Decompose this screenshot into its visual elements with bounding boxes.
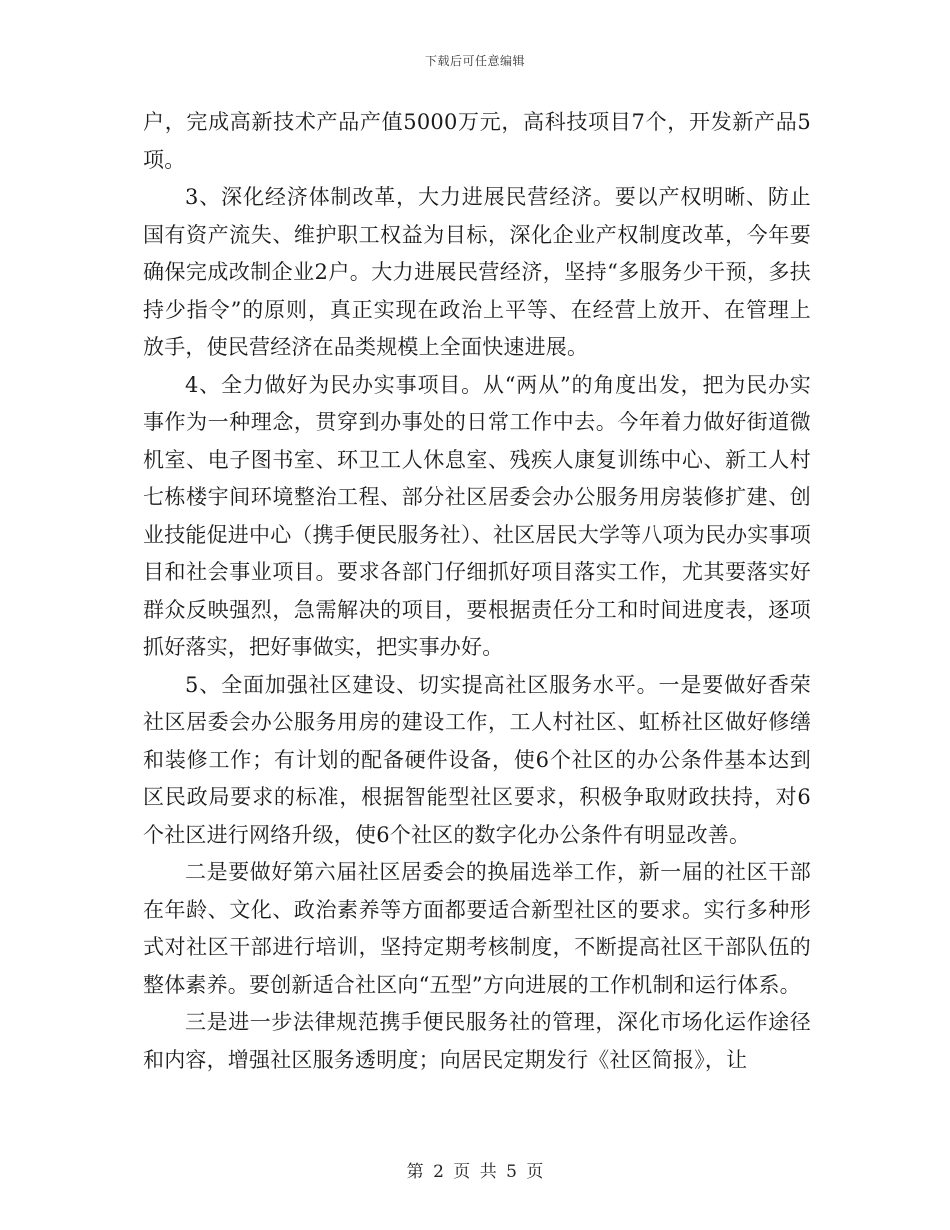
document-body <box>143 104 811 1079</box>
paragraph-4: 5、全面加强社区建设、切实提高社区服务水平。一是要做好香荣社区居委会办公服务用房的建设工作，工人村社区、虹桥社区做好修缮和装修工作；有计划的配备硬件设备，使6个社区的办公条件基本达到区民政局要求的标准，根据智能型社区要求，积极争取财政扶持，对6个社区进行网络升级，使6个社区的数字化办公条件有明显改善。 <box>143 672 811 847</box>
paragraph-6: 三是进一步法律规范携手便民服务社的管理，深化市场化运作途径和内容，增强社区服务透明度；向居民定期发行《社区简报》，让 <box>143 1010 811 1072</box>
header-note: 下载后可任意编辑 <box>424 54 525 68</box>
paragraph-5: 二是要做好第六届社区居委会的换届选举工作，新一届的社区干部在年龄、文化、政治素养等方面都要适合新型社区的要求。实行多种形式对社区干部进行培训，坚持定期考核制度，不断提高社区干部队伍的整体素养。要创新适合社区向“五型”方向进展的工作机制和运行体系。 <box>143 860 811 997</box>
paragraph-2: 3、深化经济体制改革，大力进展民营经济。要以产权明晰、防止国有资产流失、维护职工权益为目标，深化企业产权制度改革，今年要确保完成改制企业2户。大力进展民营经济，坚持“多服务少干预，多扶持少指令”的原则，真正实现在政治上平等、在经营上放开、在管理上放手，使民营经济在品类规模上全面快速进展。 <box>143 185 811 359</box>
paragraph-3: 4、全力做好为民办实事项目。从“两从”的角度出发，把为民办实事作为一种理念，贯穿到办事处的日常工作中去。今年着力做好街道微机室、电子图书室、环卫工人休息室、残疾人康复训练中心、新工人村七栋楼宇间环境整治工程、部分社区居委会办公服务用房装修扩建、创业技能促进中心（携手便民服务社）、社区居民大学等八项为民办实事项目和社会事业项目。要求各部门仔细抓好项目落实工作，尤其要落实好群众反映强烈，急需解决的项目，要根据责任分工和时间进度表，逐项抓好落实，把好事做实，把实事办好。 <box>143 372 811 659</box>
paragraph-1: 户，完成高新技术产品产值5000万元，高科技项目7个，开发新产品5项。 <box>143 110 811 172</box>
page-number: 第 2 页 共 5 页 <box>406 1162 544 1182</box>
